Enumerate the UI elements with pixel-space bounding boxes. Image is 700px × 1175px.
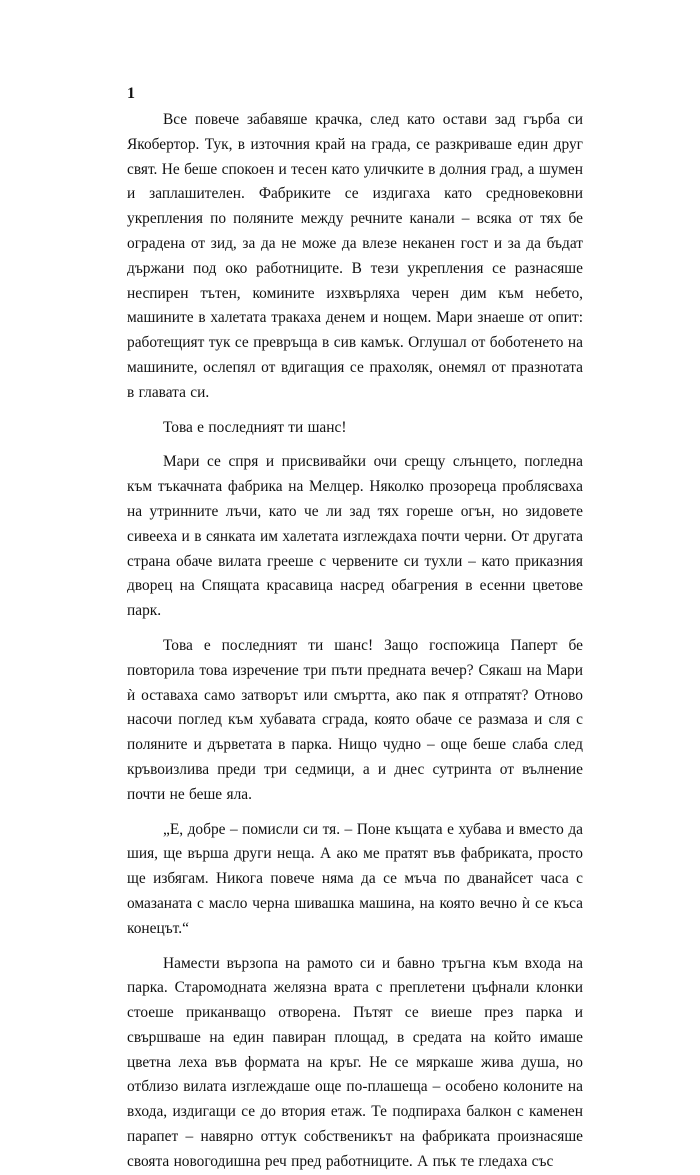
paragraph-5: „Е, добре – помисли си тя. – Поне къщата е хубава и вместо да шия, ще върша други неща. А ако ме пратят във фабриката, просто ще избягам. Никога повече няма да се мъча по дванайсет часа с омазаната с масло черна шивашка машина, на която вечно ѝ се къса конецът.“ [127,820,583,937]
paragraph-6: Намести вързопа на рамото си и бавно тръгна към входа на парка. Старомодната желязна врата с преплетени цъфнали клонки стоеше приканващо отворена. Пътят се виеше през парка и свършваше на един павиран площад, в средата на който имаше цветна леха във формата на кръг. Не се мяркаше жива душа, но отблизо вилата изглеждаше още по-плашеща – особено колоните на входа, издигащи се до втория етаж. Те подпираха балкон с каменен парапет – навярно оттук собственикът на фабриката произнасяше своята новогодишна реч пред работниците. А пък те гледаха със [127,954,583,1170]
paragraph-4: Това е последният ти шанс! Защо госпожица Паперт бе повторила това изречение три пъти предната вечер? Сякаш на Мари ѝ оставаха само затворът или смъртта, ако пак я отпратят? Отново насочи поглед към хубавата сграда, която обаче се размаза и сля с поляните и дърветата в парка. Нищо чудно – още беше слаба след кръвоизлива преди три седмици, а и днес сутринта от вълнение почти не беше яла. [127,636,583,803]
chapter-number: 1 [127,85,135,102]
paragraph-2: Това е последният ти шанс! [163,418,347,436]
paragraph-3: Мари се спря и присвивайки очи срещу слънцето, погледна към тъкачната фабрика на Мелцер. Няколко прозореца проблясваха на утринните лъчи, като че ли зад тях гореше огън, но зидовете сивееха и в сянката им халетата изглеждаха почти черни. От другата страна обаче вилата грееше с червените си тухли – като приказния дворец на Спящата красавица насред обагрения в есенни цветове парк. [127,453,583,620]
paragraph-1: Все повече забавяше крачка, след като остави зад гърба си Якобертор. Тук, в източния край на града, се разкриваше един друг свят. Не беше спокоен и тесен като уличките в долния град, а шумен и заплашителен. Фабриките се издигаха като средновековни укрепления по поляните между речните канали – всяка от тях бе оградена от зид, за да не може да влезе неканен гост и за да бъдат държани под око работниците. В тези укрепления се разнасяше неспирен тътен, комините изхвърляха черен дим към небето, машините в халетата тракаха денем и нощем. Мари знаеше от опит: работещият тук се превръща в сив камък. Оглушал от боботенето на машините, ослепял от вдигащия се прахоляк, онемял от празнотата в главата си. [127,111,583,401]
